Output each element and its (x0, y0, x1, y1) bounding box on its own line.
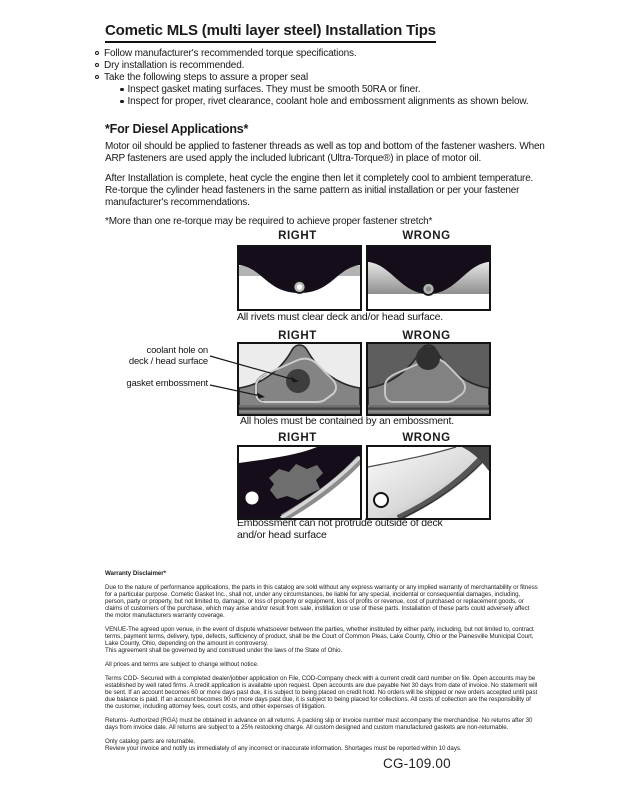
open-bullet-icon (95, 75, 99, 79)
page-code: CG-109.00 (383, 756, 451, 771)
tip-item (95, 48, 545, 60)
figure2-caption: All holes must be contained by an embossment. (240, 415, 454, 427)
rivet-clearance-right-drawing (239, 247, 360, 309)
figure2-right-label: RIGHT (278, 330, 317, 342)
gasket-embossment-annotation: gasket embossment (126, 378, 208, 389)
legal-paragraph: Due to the nature of performance applications, the parts in this catalog are sold without any express warranty or any implied warranty of merchantability or fitness for a particular purpose. Cometic Gasket Inc., shall not, under any circumstances, be liable for any special, incidental or consequential damages, including, person, party or property, but not limited to, damage, or loss of property or equipment, loss of profits or revenue, cost of purchased or replacement goods, or claims of customers of the purchase, which may arise and/or result from sale, instillation or use of these parts. Installation of these parts could adversely affect the motor manufacturers warranty coverage. (105, 584, 538, 619)
legal-section (105, 570, 539, 759)
figure3-wrong-diagram (366, 445, 491, 520)
figure3-right-label: RIGHT (278, 432, 317, 444)
figure1-wrong-label: WRONG (402, 230, 451, 242)
tip-sub-item (120, 96, 545, 108)
figure1-right-label: RIGHT (278, 230, 317, 242)
figure1-wrong-diagram (366, 245, 491, 311)
diesel-paragraph-2: After Installation is complete, heat cycle the engine then let it completely cool to ambient temperature. Re-torque the cylinder head fasteners in the same pattern as initial installation or per your fastener manufacturer's recommendations. (105, 172, 534, 209)
embossment-contain-wrong-drawing (368, 344, 489, 414)
coolant-hole-annotation: coolant hole on deck / head surface (128, 345, 208, 367)
embossment-protrude-right-drawing (239, 447, 360, 518)
rivet-clearance-wrong-drawing (368, 247, 489, 309)
open-bullet-icon (95, 51, 99, 55)
legal-paragraph: Only catalog parts are returnable. Review your invoice and notify us immediately of any incorrect or inaccurate information. Shortages must be reported within 10 days. (105, 738, 462, 752)
legal-paragraph: Returns- Authorized (RGA) must be obtained in advance on all returns. A packing slip or invoice number must accompany the merchandise. No returns after 30 days from invoice date. All returns are subject to a 25% restocking charge. All custom designed and custom manufactured gaskets are non-returnable. (105, 717, 533, 731)
legal-heading: Warranty Disclaimer* (105, 570, 167, 577)
intro-section (105, 22, 545, 236)
diesel-heading: *For Diesel Applications* (105, 122, 249, 136)
tip-text: Dry installation is recommended. (104, 60, 245, 71)
figure3-right-diagram (237, 445, 362, 520)
tip-item (95, 60, 545, 72)
dot-bullet-icon (120, 100, 124, 104)
tip-text: Follow manufacturer's recommended torque specifications. (104, 48, 357, 59)
figure3-wrong-label: WRONG (402, 432, 451, 444)
retorque-note: *More than one re-torque may be required to achieve proper fastener stretch* (105, 216, 433, 228)
legal-paragraph: Terms COD- Secured with a completed dealer/jobber application on File, COD-Company check with a current credit card number on file. Open accounts may be established by well rated firms. A credit application is available upon request. Open accounts are due payable Net 30 days from date of invoice. No statement will be sent. If an account becomes 60 or more days past due, it is subject to being placed on credit hold. No orders will be shipped or new orders accepted until past due balance is paid. If an account becomes 90 or more days past due, it is subject to being placed for collections. All costs of collection are the responsibility of the customer, including attorney fees, court costs, and other expenses of litigation. (105, 675, 538, 710)
figures-section (0, 228, 618, 558)
tip-item (95, 72, 545, 84)
page-title: Cometic MLS (multi layer steel) Installation Tips (105, 22, 436, 43)
figure3-caption: Embossment can not protrude outside of deck and/or head surface (237, 517, 443, 541)
legal-paragraph: All prices and terms are subject to change without notice. (105, 661, 259, 668)
diesel-paragraph-1: Motor oil should be applied to fastener threads as well as top and bottom of the fastener washers. When ARP fasteners are used apply the included lubricant (Ultra-Torque®) in place of motor oil. (105, 141, 545, 165)
open-bullet-icon (95, 63, 99, 67)
figure1-right-diagram (237, 245, 362, 311)
figure1-caption: All rivets must clear deck and/or head surface. (237, 311, 443, 323)
embossment-protrude-wrong-drawing (368, 447, 489, 518)
tips-list (105, 48, 545, 108)
leader-lines (203, 340, 315, 414)
dot-bullet-icon (120, 88, 124, 92)
tip-sub-item (120, 84, 545, 96)
tip-sub-text: Inspect gasket mating surfaces. They must be smooth 50RA or finer. (127, 84, 421, 95)
tip-sub-text: Inspect for proper, rivet clearance, coolant hole and embossment alignments as shown below. (127, 96, 529, 107)
tip-text: Take the following steps to assure a proper seal (104, 72, 309, 83)
figure2-wrong-label: WRONG (402, 330, 451, 342)
legal-paragraph: VENUE-The agreed upon venue, in the event of dispute whatsoever between the parties, whether instituted by either party, including, but not limited to, contract terms, payment terms, delivery, type, defects, sufficiency of product, shall be the Court of Common Pleas, Lake County, Ohio or the Painesville Municipal Court, Lake County, Ohio, depending on the amount in controversy. This agreement shall be governed by and construed under the laws of the State of Ohio. (105, 626, 534, 654)
figure2-wrong-diagram (366, 342, 491, 416)
